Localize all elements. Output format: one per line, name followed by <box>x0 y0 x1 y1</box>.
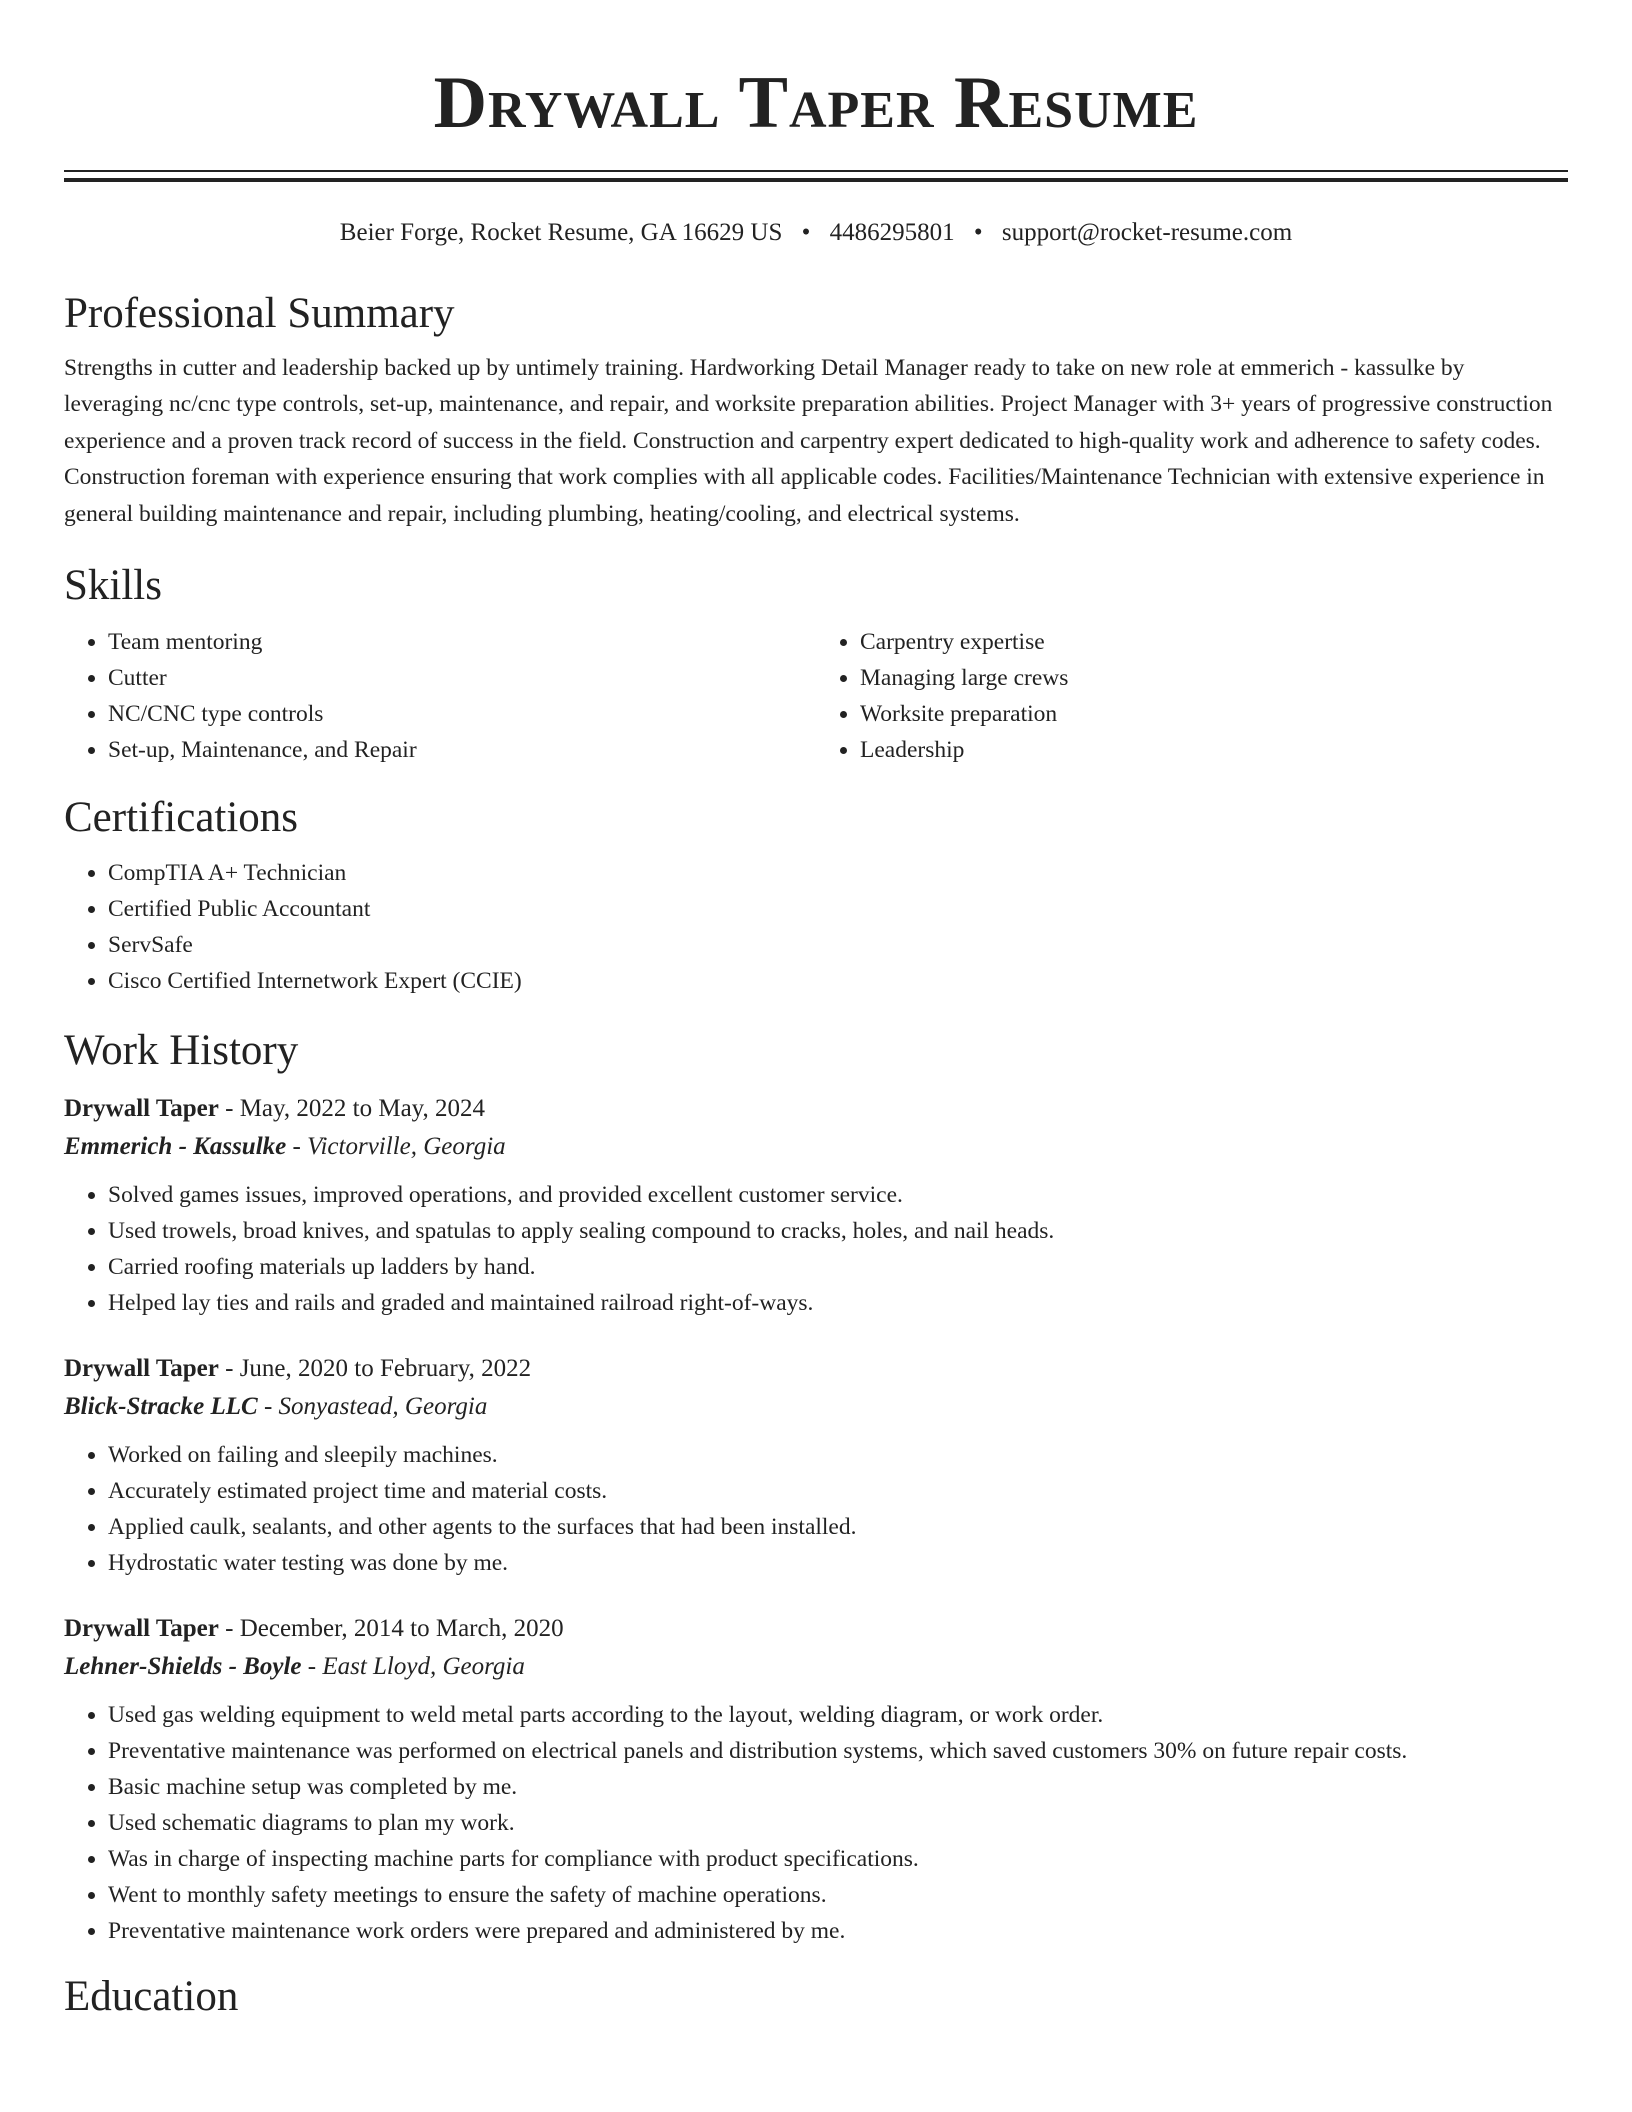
title-rule-thin <box>64 170 1568 172</box>
work-history-heading: Work History <box>64 1027 299 1075</box>
certifications-heading: Certifications <box>64 793 299 841</box>
skills-heading: Skills <box>64 562 162 610</box>
job-company: Blick-Stracke LLC <box>64 1392 258 1420</box>
skill-item: • Team mentoring <box>108 624 816 660</box>
job-bullet: • Carried roofing materials up ladders by hand. <box>108 1249 1568 1285</box>
job-header <box>64 1351 1568 1387</box>
job-bullet: • Accurately estimated project time and material costs. <box>108 1473 1568 1509</box>
skill-item: • Carpentry expertise <box>860 624 1568 660</box>
certification-item: • Cisco Certified Internetwork Expert (CCIE) <box>108 963 1568 999</box>
certification-item: • ServSafe <box>108 927 1568 963</box>
job-header <box>64 1091 1568 1127</box>
job-header <box>64 1611 1568 1647</box>
summary-text: Strengths in cutter and leadership backed up by untimely training. Hardworking Detail Manager ready to take on new role at emmerich - kassulke by leveraging nc/cnc type controls, set-up, maintenance, and repair, and worksite preparation abilities. Project Manager with 3+ years of progressive construction experience and a proven track record of success in the field. Construction and carpentry expert dedicated to high-quality work and adherence to safety codes. Construction foreman with experience ensuring that work complies with all applicable codes. Facilities/Maintenance Technician with extensive experience in general building maintenance and repair, including plumbing, heating/cooling, and electrical systems. <box>64 354 1553 527</box>
skills-list-right <box>816 624 1568 768</box>
resume-title: Drywall Taper Resume <box>433 62 1199 144</box>
job-location: - Sonyastead, Georgia <box>257 1392 488 1420</box>
job-bullet: • Was in charge of inspecting machine parts for compliance with product specifications. <box>108 1841 1568 1877</box>
job-bullet: • Preventative maintenance work orders were prepared and administered by me. <box>108 1913 1568 1949</box>
job-location: - Victorville, Georgia <box>286 1132 506 1160</box>
job-dates: - May, 2022 to May, 2024 <box>218 1094 486 1122</box>
title-rule-thick <box>64 178 1568 182</box>
job-bullets <box>64 1697 1568 1949</box>
skill-item: • NC/CNC type controls <box>108 696 816 732</box>
job-bullet: • Used trowels, broad knives, and spatulas to apply sealing compound to cracks, holes, and nail heads. <box>108 1213 1568 1249</box>
job-entry <box>64 1611 1568 1949</box>
job-entry <box>64 1091 1568 1321</box>
skills-columns <box>64 624 1568 768</box>
job-dates: - December, 2014 to March, 2020 <box>218 1614 564 1642</box>
certifications-list <box>64 855 1568 999</box>
job-bullet: • Hydrostatic water testing was done by me. <box>108 1545 1568 1581</box>
education-heading: Education <box>64 1972 239 2020</box>
job-company-line <box>64 1127 1568 1167</box>
contact-address: Beier Forge, Rocket Resume, GA 16629 US <box>339 219 783 246</box>
job-bullet: • Helped lay ties and rails and graded and maintained railroad right-of-ways. <box>108 1285 1568 1321</box>
skill-item: • Worksite preparation <box>860 696 1568 732</box>
certification-item: • Certified Public Accountant <box>108 891 1568 927</box>
job-company-line <box>64 1387 1568 1427</box>
contact-separator: • <box>801 219 811 246</box>
job-bullet: • Solved games issues, improved operations, and provided excellent customer service. <box>108 1177 1568 1213</box>
skill-item: • Set-up, Maintenance, and Repair <box>108 732 816 768</box>
skills-list-left <box>64 624 816 768</box>
job-bullet: • Went to monthly safety meetings to ensure the safety of machine operations. <box>108 1877 1568 1913</box>
skill-item: • Leadership <box>860 732 1568 768</box>
job-bullet: • Worked on failing and sleepily machines. <box>108 1437 1568 1473</box>
contact-phone: 4486295801 <box>829 219 955 246</box>
certification-item: • CompTIA A+ Technician <box>108 855 1568 891</box>
job-bullets <box>64 1437 1568 1581</box>
job-company: Emmerich - Kassulke <box>64 1132 287 1160</box>
skill-item: • Managing large crews <box>860 660 1568 696</box>
job-company-line <box>64 1647 1568 1687</box>
contact-separator: • <box>973 219 983 246</box>
job-bullet: • Used gas welding equipment to weld metal parts according to the layout, welding diagram, or work order. <box>108 1697 1568 1733</box>
job-company: Lehner-Shields - Boyle <box>64 1652 302 1680</box>
job-bullets <box>64 1177 1568 1321</box>
skill-item: • Cutter <box>108 660 816 696</box>
job-bullet: • Applied caulk, sealants, and other agents to the surfaces that had been installed. <box>108 1509 1568 1545</box>
job-bullet: • Preventative maintenance was performed on electrical panels and distribution systems, which saved customers 30% on future repair costs. <box>108 1733 1568 1769</box>
job-title: Drywall Taper <box>64 1094 219 1122</box>
summary-heading: Professional Summary <box>64 290 455 337</box>
job-location: - East Lloyd, Georgia <box>301 1652 525 1680</box>
job-title: Drywall Taper <box>64 1614 219 1642</box>
job-dates: - June, 2020 to February, 2022 <box>218 1354 532 1382</box>
job-bullet: • Used schematic diagrams to plan my work. <box>108 1805 1568 1841</box>
contact-line <box>64 218 1568 248</box>
job-title: Drywall Taper <box>64 1354 219 1382</box>
job-entry <box>64 1351 1568 1581</box>
contact-email: support@rocket-resume.com <box>1001 219 1293 246</box>
job-bullet: • Basic machine setup was completed by me. <box>108 1769 1568 1805</box>
